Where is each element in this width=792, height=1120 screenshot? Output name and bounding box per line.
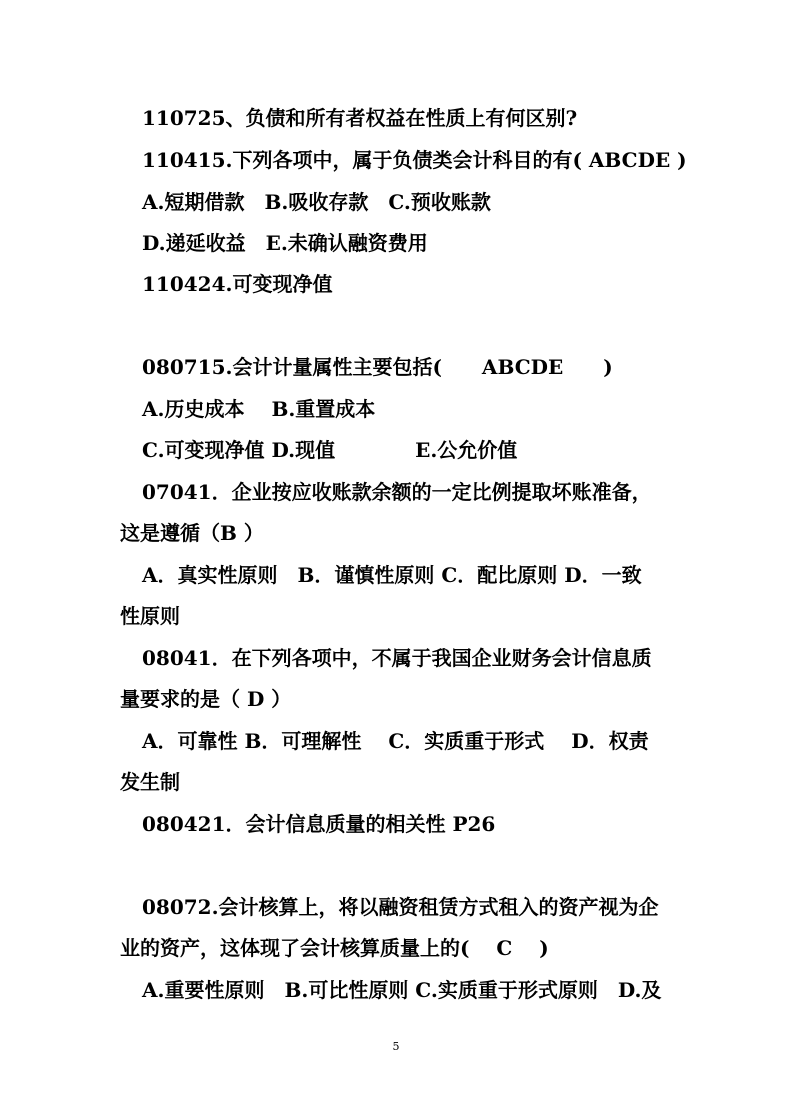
question-080715: 080715.会计计量属性主要包括( ABCDE ) <box>142 355 613 379</box>
question-continuation: 这是遵循（B ） <box>120 521 264 545</box>
option-line: C.可变现净值 D.现值 E.公允价值 <box>142 438 518 462</box>
question-continuation: 业的资产，这体现了会计核算质量上的( C ) <box>120 936 549 960</box>
question-08041: 08041．在下列各项中，不属于我国企业财务会计信息质 <box>142 646 652 670</box>
question-07041: 07041．企业按应收账款余额的一定比例提取坏账准备， <box>142 480 652 504</box>
option-line: A.短期借款 B.吸收存款 C.预收账款 <box>142 190 491 214</box>
option-line: A．真实性原则 B．谨慎性原则 C．配比原则 D．一致 <box>142 563 642 587</box>
question-continuation: 量要求的是（ D ） <box>120 687 292 711</box>
page-number: 5 <box>392 1040 400 1053</box>
option-line: A.历史成本 B.重置成本 <box>142 397 376 421</box>
option-continuation: 性原则 <box>120 604 180 628</box>
question-08072: 08072.会计核算上，将以融资租赁方式租入的资产视为企 <box>142 895 659 919</box>
question-110424: 110424.可变现净值 <box>142 272 333 296</box>
option-line: A．可靠性 B．可理解性 C．实质重于形式 D．权责 <box>142 729 649 753</box>
option-line: A.重要性原则 B.可比性原则 C.实质重于形式原则 D.及 <box>142 978 662 1002</box>
question-110415: 110415.下列各项中，属于负债类会计科目的有( ABCDE ) <box>142 148 687 172</box>
question-080421: 080421．会计信息质量的相关性 P26 <box>142 812 496 836</box>
question-110725: 110725、负债和所有者权益在性质上有何区别? <box>142 106 578 130</box>
option-continuation: 发生制 <box>120 770 180 794</box>
option-line: D.递延收益 E.未确认融资费用 <box>142 231 428 255</box>
